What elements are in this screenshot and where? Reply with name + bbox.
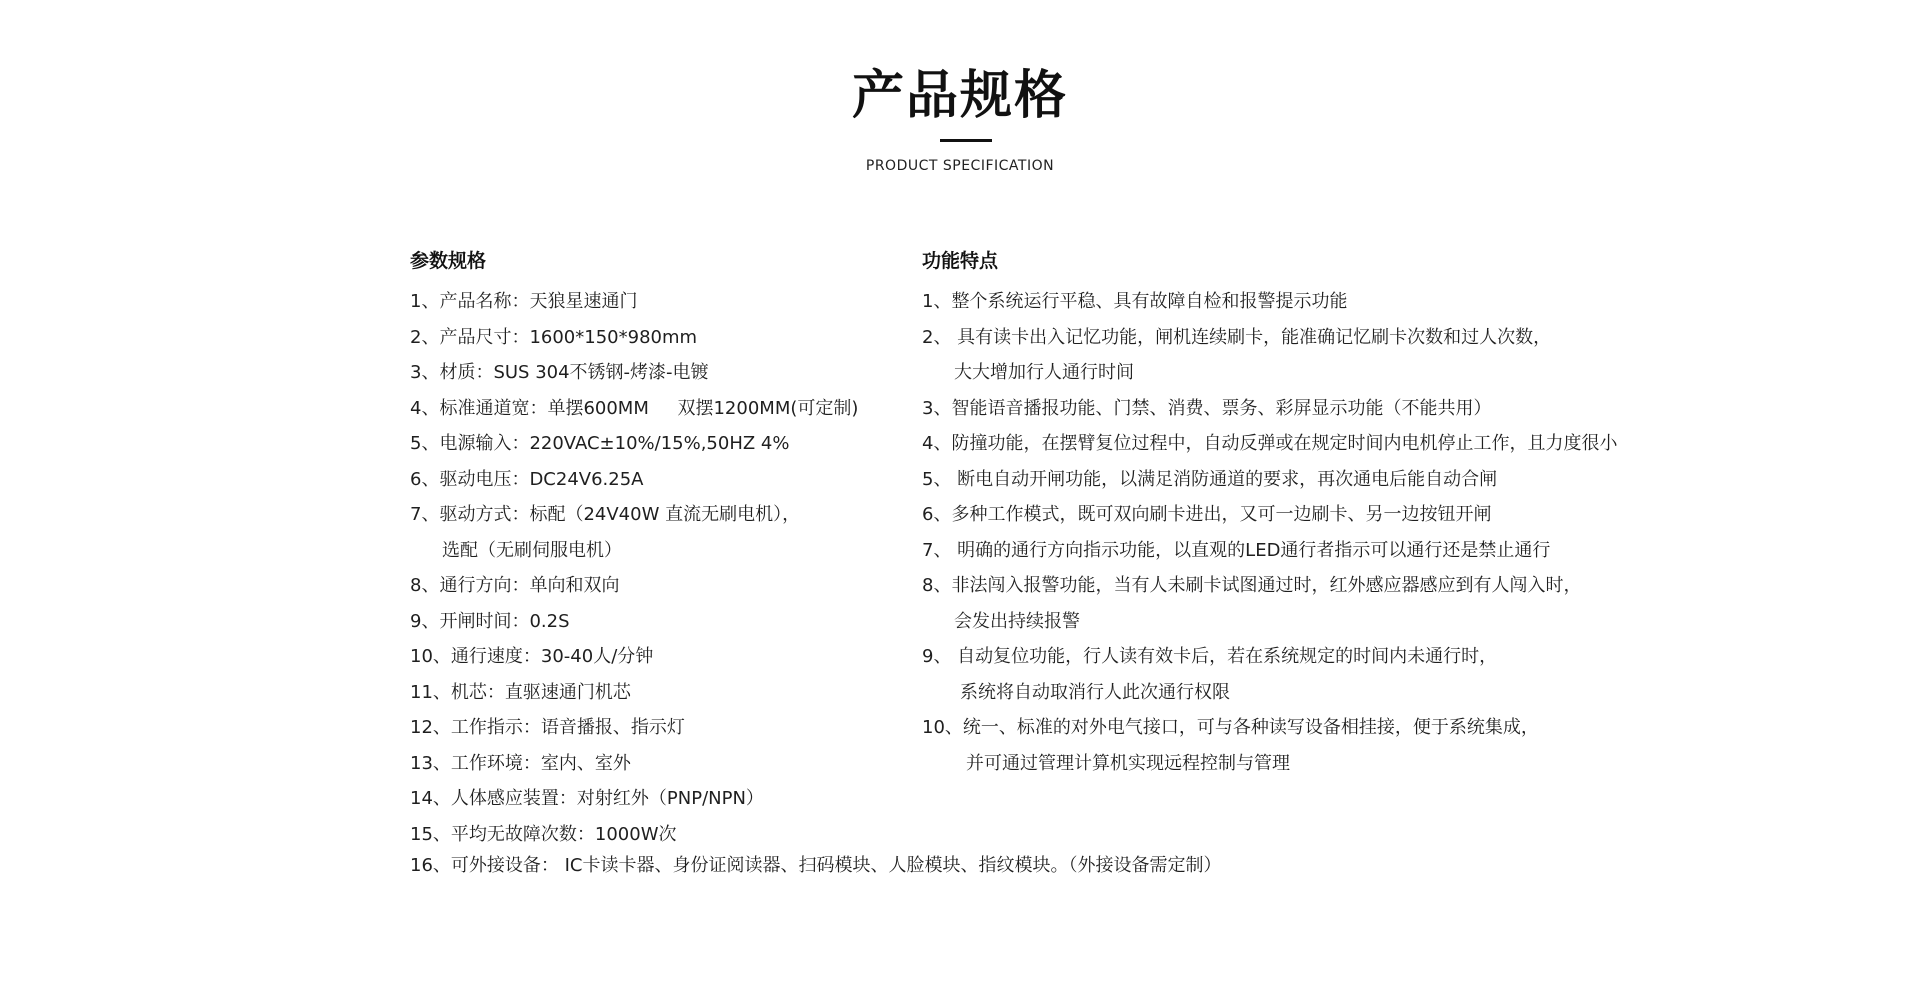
spec-line: 8、通行方向：单向和双向	[410, 575, 620, 596]
specs-column	[410, 246, 910, 852]
feature-line-continued: 会发出持续报警	[954, 610, 1080, 632]
feature-line: 4、防撞功能，在摆臂复位过程中，自动反弹或在规定时间内电机停止工作，且力度很小	[922, 433, 1618, 454]
spec-line: 2、产品尺寸：1600*150*980mm	[410, 326, 698, 348]
feature-line-continued: 大大增加行人通行时间	[954, 362, 1134, 383]
feature-line: 3、智能语音播报功能、门禁、消费、票务、彩屏显示功能（不能共用）	[922, 397, 1492, 419]
specs-list	[410, 284, 910, 852]
feature-line: 8、非法闯入报警功能，当有人未刷卡试图通过时，红外感应器感应到有人闯入时，	[922, 575, 1582, 596]
spec-line: 5、电源输入：220VAC±10%/15%,50HZ 4%	[410, 433, 790, 454]
feature-line: 10、统一、标准的对外电气接口，可与各种读写设备相挂接，便于系统集成，	[922, 717, 1539, 738]
spec-line-continued: 选配（无刷伺服电机）	[442, 539, 622, 561]
feature-line-continued: 并可通过管理计算机实现远程控制与管理	[966, 752, 1290, 774]
spec-line: 15、平均无故障次数：1000W次	[410, 823, 677, 845]
spec-line: 9、开闸时间：0.2S	[410, 610, 570, 632]
feature-line: 7、 明确的通行方向指示功能，以直观的LED通行者指示可以通行还是禁止通行	[922, 539, 1551, 561]
feature-line: 1、整个系统运行平稳、具有故障自检和报警提示功能	[922, 291, 1348, 312]
feature-line: 2、 具有读卡出入记忆功能，闸机连续刷卡，能准确记忆刷卡次数和过人次数，	[922, 326, 1552, 348]
spec-line: 14、人体感应装置：对射红外（PNP/NPN）	[410, 788, 764, 809]
spec-line: 6、驱动电压：DC24V6.25A	[410, 468, 644, 490]
features-column	[922, 246, 1712, 781]
feature-line: 9、 自动复位功能，行人读有效卡后，若在系统规定的时间内未通行时，	[922, 646, 1498, 667]
feature-line: 6、多种工作模式，既可双向刷卡进出，又可一边刷卡、另一边按钮开闸	[922, 504, 1492, 525]
title-underline	[940, 139, 992, 142]
page-title: 产品规格	[851, 66, 1068, 126]
spec-line-external-devices: 16、可外接设备： IC卡读卡器、身份证阅读器、扫码模块、人脸模块、指纹模块。（外接设备需定制）	[410, 855, 1222, 876]
spec-line: 11、机芯：直驱速通门机芯	[410, 681, 631, 703]
spec-line: 1、产品名称：天狼星速通门	[410, 291, 638, 312]
features-list	[922, 284, 1712, 781]
page-subtitle: PRODUCT SPECIFICATION	[865, 158, 1055, 174]
feature-line-continued: 系统将自动取消行人此次通行权限	[960, 681, 1230, 703]
spec-line: 7、驱动方式：标配（24V40W 直流无刷电机），	[410, 504, 801, 525]
spec-line: 10、通行速度：30-40人/分钟	[410, 646, 654, 667]
spec-line: 3、材质：SUS 304不锈钢-烤漆-电镀	[410, 362, 709, 383]
feature-line: 5、 断电自动开闸功能，以满足消防通道的要求，再次通电后能自动合闸	[922, 468, 1498, 490]
spec-line: 12、工作指示：语音播报、指示灯	[410, 717, 685, 738]
specs-heading: 参数规格	[410, 250, 487, 272]
spec-line: 13、工作环境：室内、室外	[410, 752, 631, 774]
features-heading: 功能特点	[922, 250, 999, 272]
spec-line: 4、标准通道宽：单摆600MM 双摆1200MM(可定制)	[410, 397, 859, 419]
